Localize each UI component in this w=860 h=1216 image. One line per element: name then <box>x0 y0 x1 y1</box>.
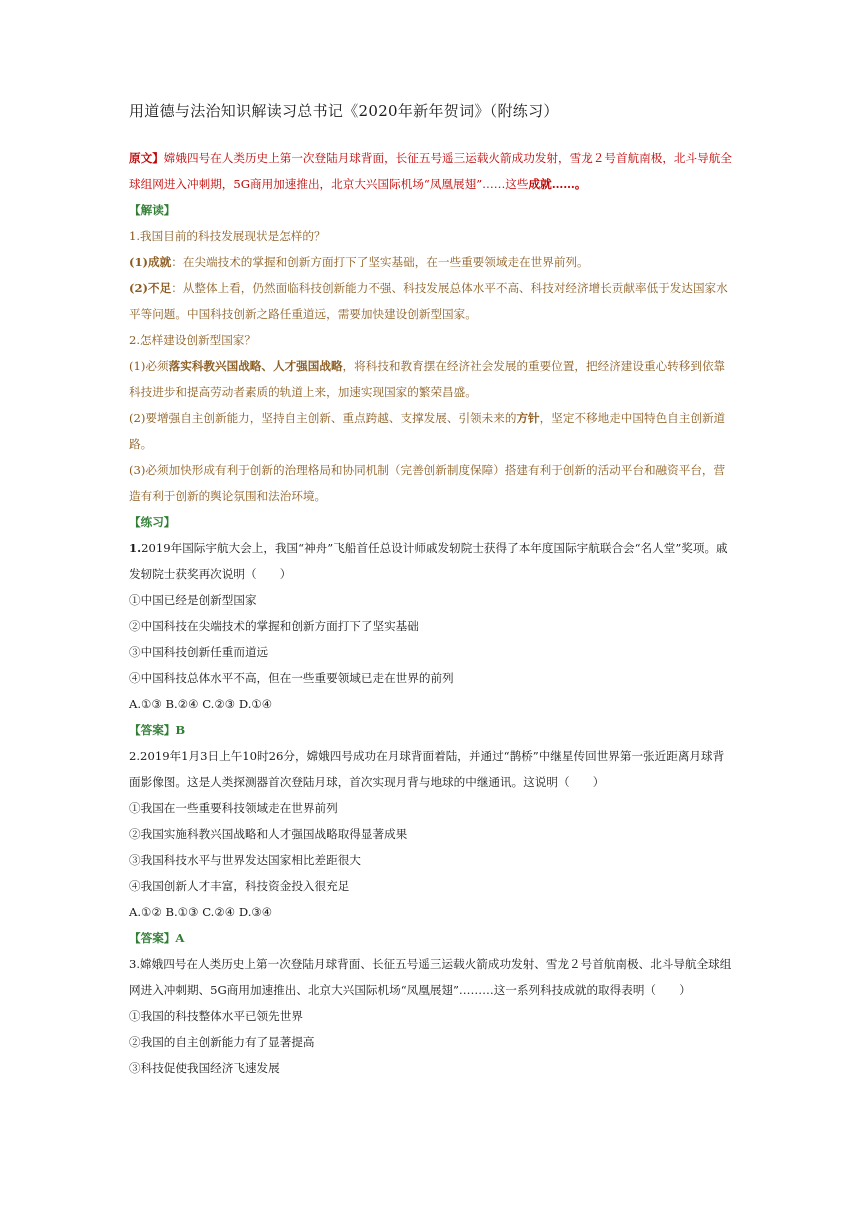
answer-1-text: ：在尖端技术的掌握和创新方面打下了坚实基础，在一些重要领域走在世界前列。 <box>171 255 589 269</box>
answer-1-achievements <box>129 249 733 275</box>
exercise-2-choices: A.①② B.①③ C.②④ D.③④ <box>129 905 273 919</box>
exercise-2-option: ①我国在一些重要科技领域走在世界前列 <box>129 801 338 815</box>
original-text-paragraph <box>129 145 733 197</box>
point-1 <box>129 353 733 405</box>
point-1-bold: 落实科教兴国战略、人才强国战略 <box>168 359 343 373</box>
original-text-b: ……。 <box>551 177 587 191</box>
point-1-pre: (1)必须 <box>129 359 169 373</box>
original-label: 原文】 <box>129 151 164 165</box>
exercise-1-option: ②中国科技在尖端技术的掌握和创新方面打下了坚实基础 <box>129 619 419 633</box>
question-2: 2.怎样建设创新型国家？ <box>129 333 256 347</box>
exercise-2-answer: 【答案】A <box>129 931 185 945</box>
practice-heading: 【练习】 <box>129 515 176 529</box>
exercise-3-option: ②我国的自主创新能力有了显著提高 <box>129 1035 315 1049</box>
question-1: 1.我国目前的科技发展现状是怎样的？ <box>129 229 326 243</box>
exercise-1-option: ①中国已经是创新型国家 <box>129 593 257 607</box>
exercise-1-choices: A.①③ B.②④ C.②③ D.①④ <box>129 697 273 711</box>
exercise-2-stem: 2.2019年1月3日上午10时26分，嫦娥四号成功在月球背面着陆，并通过“鹊桥”中继星传回世界第一张近距离月球背面影像图。这是人类探测器首次登陆月球，首次实现月背与地球的中继通讯。这说明（ ） <box>129 749 725 789</box>
point-2 <box>129 405 733 457</box>
exercise-2-option: ③我国科技水平与世界发达国家相比差距很大 <box>129 853 361 867</box>
exercise-1-stem <box>129 535 733 587</box>
answer-1-label: (1)成就 <box>129 255 172 269</box>
exercise-1-number: 1. <box>129 541 142 555</box>
original-text-a: 嫦娥四号在人类历史上第一次登陆月球背面，长征五号遥三运载火箭成功发射，雪龙２号首航南极，北斗导航全球组网进入冲刺期，5G商用加速推出，北京大兴国际机场“凤凰展翅”……这些 <box>129 151 732 191</box>
exercise-1-option: ④中国科技总体水平不高，但在一些重要领域已走在世界的前列 <box>129 671 454 685</box>
point-3: (3)必须加快形成有利于创新的治理格局和协同机制（完善创新制度保障）搭建有利于创新的活动平台和融资平台，营造有利于创新的舆论氛围和法治环境。 <box>129 463 726 503</box>
exercise-2-option: ④我国创新人才丰富，科技资金投入很充足 <box>129 879 350 893</box>
point-1-post: ，将科技和教育摆在经济社会发展的重要位置，把经济建设重心转移到依靠科技进步和提高劳动者素质的轨道上来，加速实现国家的繁荣昌盛。 <box>129 359 726 399</box>
answer-2-label: (2)不足 <box>129 281 172 295</box>
exercise-2-option: ②我国实施科教兴国战略和人才强国战略取得显著成果 <box>129 827 408 841</box>
answer-2-shortcomings <box>129 275 733 327</box>
document-title: 用道德与法治知识解读习总书记《2020年新年贺词》（附练习） <box>129 102 559 120</box>
exercise-3-option: ①我国的科技整体水平已领先世界 <box>129 1009 303 1023</box>
document-page <box>129 100 733 1081</box>
point-2-bold: 方针 <box>516 411 540 425</box>
exercise-1-answer: 【答案】B <box>129 723 186 737</box>
exercise-1-option: ③中国科技创新任重而道远 <box>129 645 269 659</box>
point-2-pre: (2)要增强自主创新能力，坚持自主创新、重点跨越、支撑发展、引领未来的 <box>129 411 517 425</box>
original-highlight: 成就 <box>528 177 552 191</box>
answer-2-text: ：从整体上看，仍然面临科技创新能力不强、科技发展总体水平不高、科技对经济增长贡献率低于发达国家水平等问题。中国科技创新之路任重道远，需要加快建设创新型国家。 <box>129 281 728 321</box>
exercise-3-option: ③科技促使我国经济飞速发展 <box>129 1061 280 1075</box>
interpretation-heading: 【解读】 <box>129 203 176 217</box>
exercise-3-stem: 3.嫦娥四号在人类历史上第一次登陆月球背面、长征五号遥三运载火箭成功发射、雪龙２号首航南极、北斗导航全球组网进入冲刺期、5G商用加速推出、北京大兴国际机场“凤凰展翅”………这一系列科技成就的取得表明（ ） <box>129 957 732 997</box>
exercise-1-text: 2019年国际宇航大会上，我国“神舟”飞船首任总设计师戚发轫院士获得了本年度国际宇航联合会“名人堂”奖项。戚发轫院士获奖再次说明（ ） <box>129 541 728 581</box>
point-2-post: ，坚定不移地走中国特色自主创新道路。 <box>129 411 726 451</box>
